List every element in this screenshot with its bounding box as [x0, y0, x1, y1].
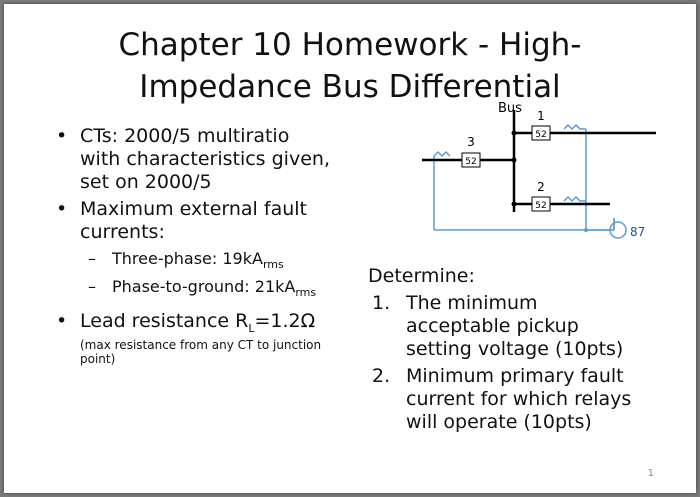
item-number: 2.	[372, 365, 391, 387]
ct3-coil-icon	[434, 152, 450, 156]
bullet-fault-currents	[56, 198, 356, 244]
phase-to-ground-text: Phase-to-ground: 21kA	[112, 277, 296, 297]
ct-secondary-wiring	[434, 125, 626, 238]
determine-item-1	[368, 292, 688, 361]
relay-87-label: 87	[630, 225, 646, 239]
three-phase-text: Three-phase: 19kA	[112, 249, 263, 268]
bullet-fault-line-2: currents:	[80, 221, 165, 243]
sub-bullet-dash: –	[88, 277, 96, 297]
determine-heading: Determine:	[368, 265, 475, 287]
bullet-cts-line-2: with characteristics given,	[80, 148, 330, 170]
bullet-dot: •	[56, 310, 68, 333]
breaker-2-label: 52	[535, 201, 547, 211]
phase-to-ground-subscript: rms	[295, 286, 317, 300]
bullet-fault-line-1: Maximum external fault	[80, 198, 307, 220]
note-line-2: point)	[80, 352, 116, 367]
item-number: 1.	[372, 292, 391, 314]
sub-bullet-dash: –	[88, 249, 96, 268]
bullet-cts	[56, 125, 356, 194]
determine-item-2	[368, 365, 688, 434]
bus-label: Bus	[498, 101, 522, 116]
sub-bullet-three-phase	[56, 248, 356, 276]
item-2-line-1: Minimum primary fault	[406, 365, 624, 387]
slide-title	[4, 24, 696, 108]
three-phase-subscript: rms	[262, 258, 284, 272]
feeder-3-label: 3	[467, 135, 475, 149]
bullet-dot: •	[56, 198, 68, 220]
bus-differential-diagram	[402, 100, 672, 250]
note-line-1: (max resistance from any CT to junction	[80, 338, 322, 353]
sub-bullet-phase-to-ground	[56, 276, 356, 304]
title-line-1: Chapter 10 Homework - High-	[118, 27, 582, 63]
item-1-line-2: acceptable pickup	[406, 315, 579, 337]
lead-resistance-text: Lead resistance R	[80, 310, 249, 333]
lead-resistance-note	[56, 338, 356, 366]
lead-resistance-subscript: L	[248, 322, 255, 336]
item-1-line-1: The minimum	[406, 292, 538, 314]
title-line-2: Impedance Bus Differential	[139, 69, 561, 105]
feeder-1-label: 1	[537, 109, 545, 123]
bullet-cts-line-1: CTs: 2000/5 multiratio	[80, 125, 290, 147]
feeder-2-label: 2	[537, 180, 545, 194]
breaker-3-label: 52	[465, 157, 477, 167]
slide	[4, 4, 696, 493]
item-2-line-3: will operate (10pts)	[406, 411, 592, 433]
bullet-cts-line-3: set on 2000/5	[80, 171, 212, 193]
page-number: 1	[647, 468, 654, 479]
item-2-line-2: current for which relays	[406, 388, 632, 410]
ct2-coil-icon	[564, 197, 586, 201]
breaker-1-label: 52	[535, 130, 547, 140]
determine-section	[368, 265, 688, 434]
lead-resistance-value: =1.2Ω	[254, 310, 316, 333]
bullet-list	[56, 125, 356, 366]
ct1-coil-icon	[564, 125, 586, 129]
bullet-lead-resistance	[56, 310, 356, 340]
item-1-line-3: setting voltage (10pts)	[406, 338, 624, 360]
bullet-dot: •	[56, 125, 68, 147]
